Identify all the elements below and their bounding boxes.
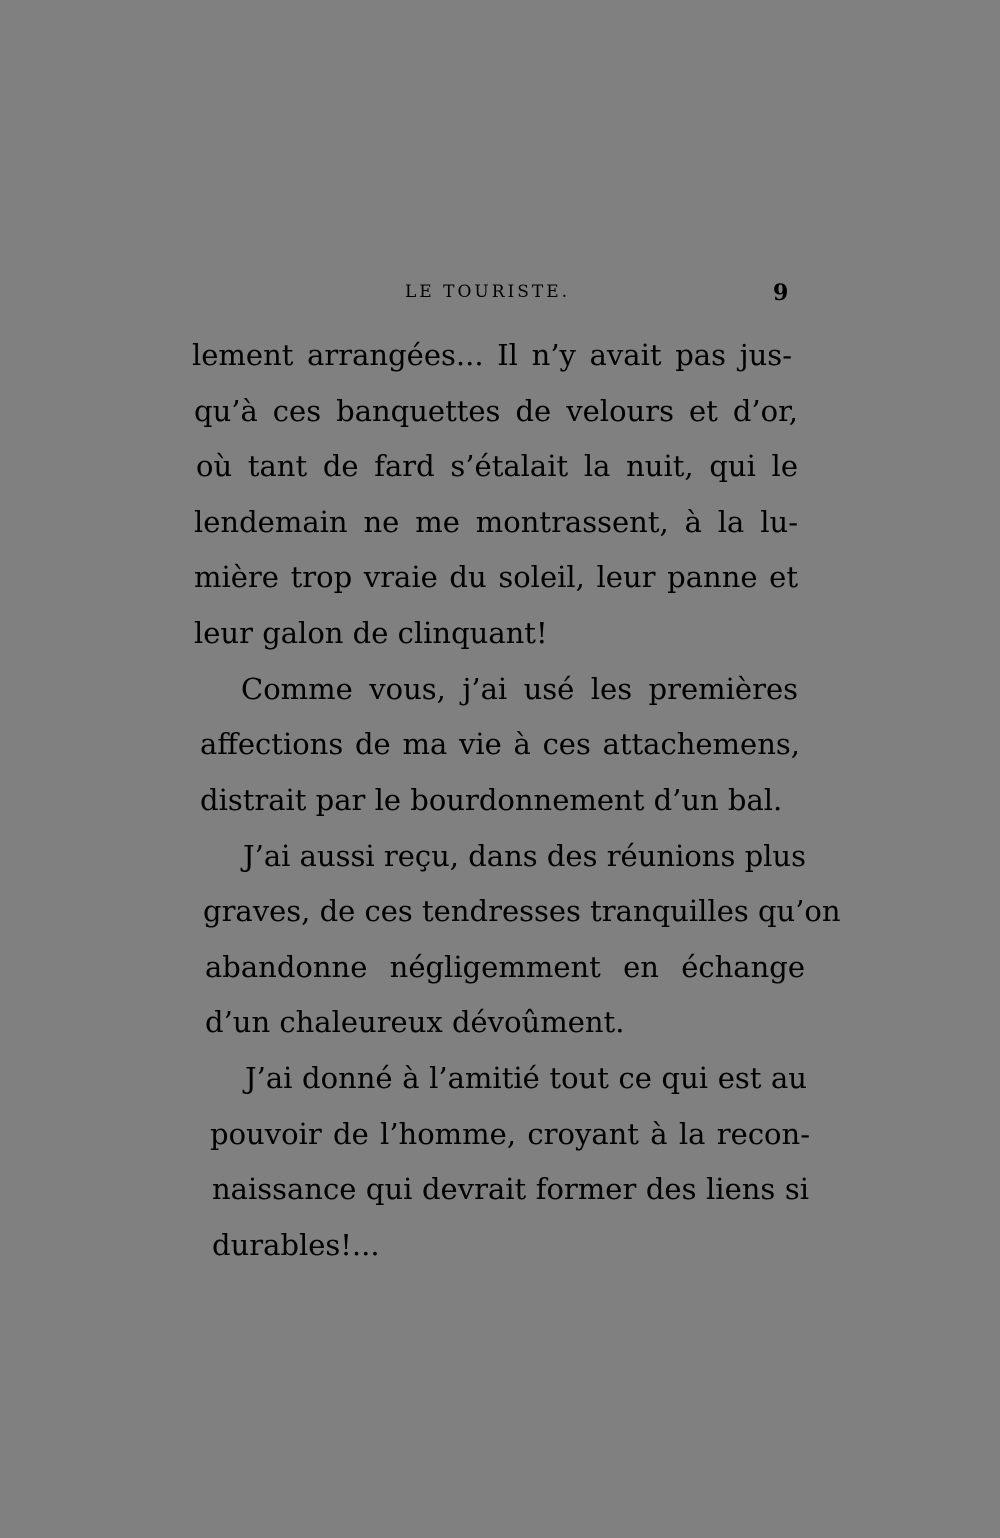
text-line: lendemain ne me montrassent, à la lu- xyxy=(194,505,798,539)
text-line: Comme vous, j’ai usé les premières xyxy=(241,672,798,706)
text-line: J’ai aussi reçu, dans des réunions plus xyxy=(243,839,806,873)
text-line: distrait par le bourdonnement d’un bal. xyxy=(200,783,783,817)
text-line: mière trop vraie du soleil, leur panne et xyxy=(194,560,798,594)
text-line: abandonne négligemment en échange xyxy=(205,950,805,984)
text-line: pouvoir de l’homme, croyant à la recon- xyxy=(210,1117,810,1151)
running-title: LE TOURISTE. xyxy=(405,282,571,302)
text-line: d’un chaleureux dévoûment. xyxy=(205,1005,625,1039)
text-line: naissance qui devrait former des liens si xyxy=(212,1172,809,1206)
page-number: 9 xyxy=(773,280,789,306)
text-line: graves, de ces tendresses tranquilles qu’on xyxy=(203,894,841,928)
text-line: J’ai donné à l’amitié tout ce qui est au xyxy=(245,1061,807,1095)
text-line: leur galon de clinquant! xyxy=(194,616,548,650)
text-line: lement arrangées... Il n’y avait pas jus- xyxy=(192,338,792,372)
text-line: où tant de fard s’étalait la nuit, qui le xyxy=(196,449,798,483)
text-line: affections de ma vie à ces attachemens, xyxy=(200,727,800,761)
text-line: qu’à ces banquettes de velours et d’or, xyxy=(194,394,798,428)
text-line: durables!... xyxy=(212,1228,380,1262)
